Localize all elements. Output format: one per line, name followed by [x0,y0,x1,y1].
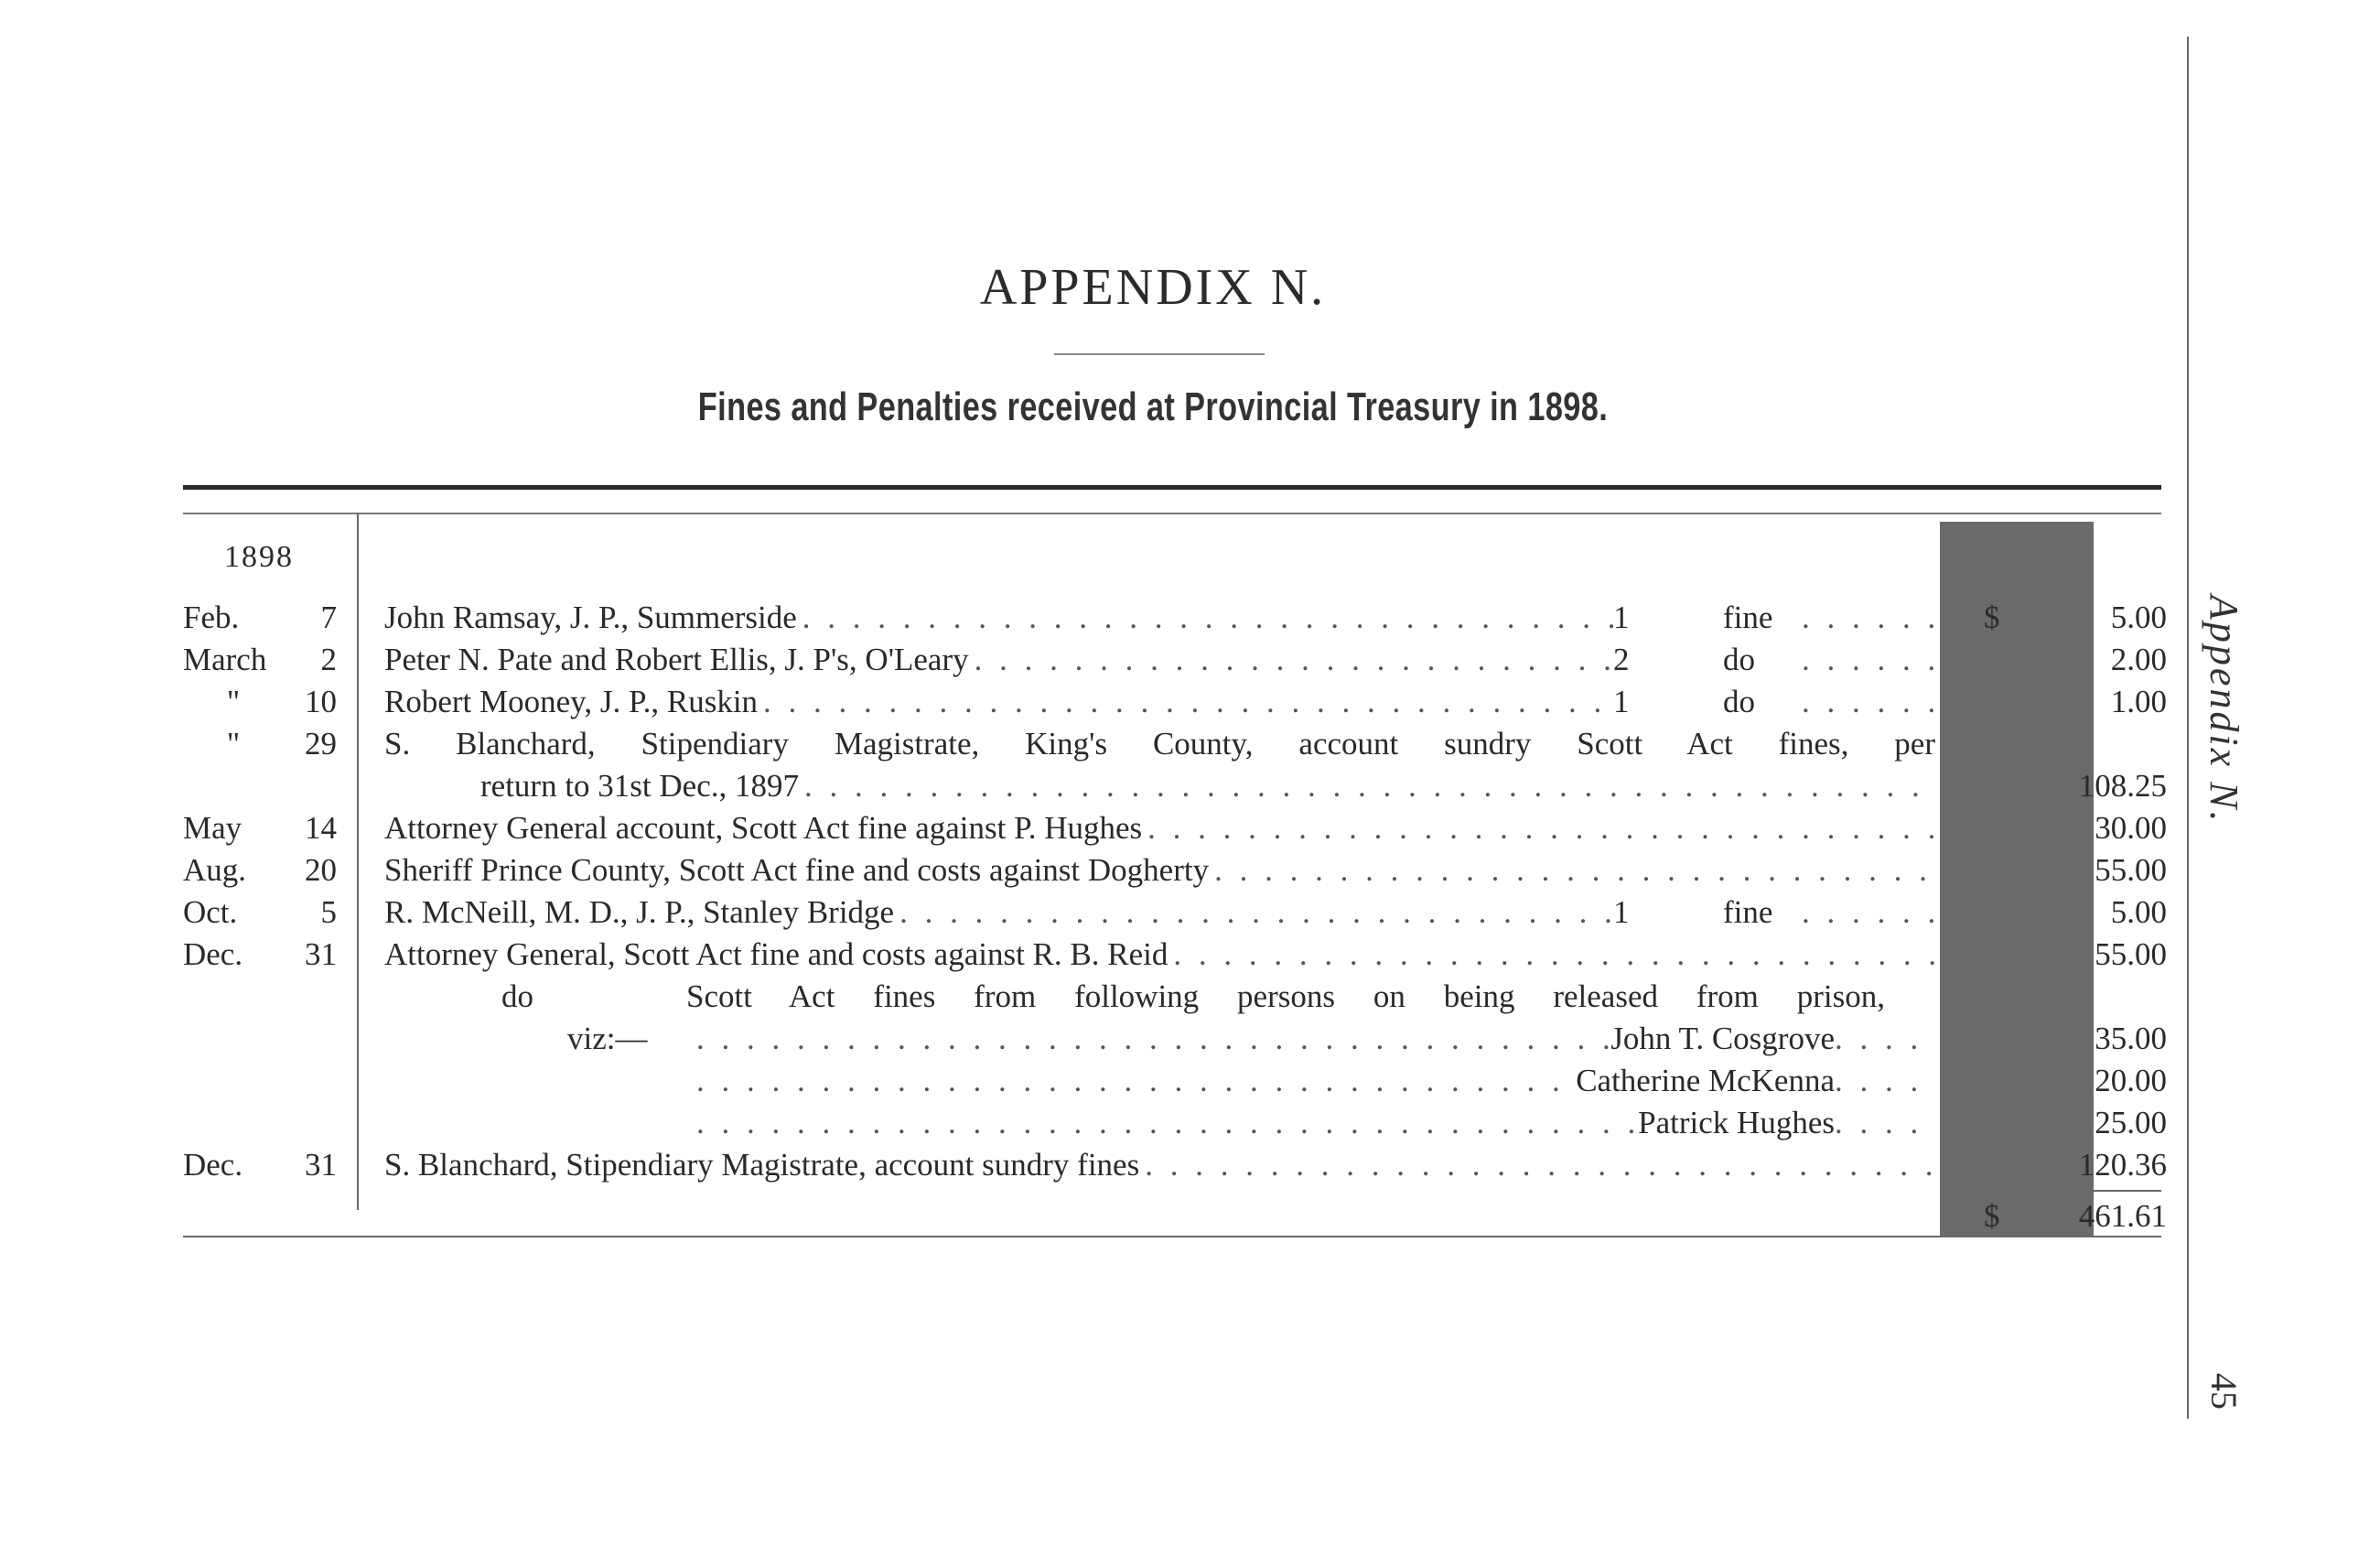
entry-description [384,723,1935,765]
table-row [0,891,2380,934]
table-row [0,807,2380,849]
side-running-head: Appendix N. [2202,595,2246,825]
leader-dots [1835,1102,1935,1144]
entry-text: Attorney General account, Scott Act fine against P. Hughes [384,810,1143,846]
leader-dots [1835,1018,1935,1060]
leader-dots [691,1060,1576,1102]
person-line [691,1018,1935,1060]
table-bottom-rule [183,1236,2161,1237]
entry-day: 7 [320,600,337,635]
entry-month: Feb. [183,600,240,635]
table-row-person [0,1102,2380,1144]
total-rule [1958,1190,2161,1192]
entry-amount: 2.00 [2110,642,2167,677]
table-top-thin-rule [183,513,2161,514]
leader-dots [1796,639,1935,681]
entry-amount: 1.00 [2110,684,2167,719]
entry-amount: 30.00 [2095,810,2167,846]
entry-day: 29 [305,726,337,762]
table-row [0,934,2380,976]
entry-text: Attorney General, Scott Act fine and costs against R. B. Reid [384,936,1168,972]
leader-dots [1168,934,1935,976]
entry-text: S. Blanchard, Stipendiary Magistrate, account sundry fines [384,1147,1140,1183]
entry-amount: 25.00 [2095,1105,2167,1140]
table-top-rule [183,485,2161,490]
person-name: John T. Cosgrove [1610,1021,1835,1056]
table-row [0,849,2380,891]
leader-dots [1835,1060,1935,1102]
entry-day: 31 [305,936,337,972]
entry-month: Aug. [183,852,247,888]
entry-description [384,807,1935,849]
table-row [0,723,2380,765]
entry-description [384,681,1935,723]
table-row-person [0,1060,2380,1102]
entry-amount: 120.36 [2078,1147,2167,1183]
viz-label: viz:— [567,1021,648,1056]
entry-description [384,639,1935,681]
person-name: Catherine McKenna [1576,1063,1835,1098]
entry-month: Oct. [183,894,238,930]
entry-day: 10 [305,684,337,719]
table-row [0,597,2380,639]
entry-description [384,1144,1935,1186]
title-underline [1054,353,1265,355]
table-row [0,1144,2380,1186]
entry-count: 1 [1613,600,1630,635]
appendix-title: APPENDIX N. [979,259,1327,316]
table-row-ditto [0,976,2380,1018]
leader-dots [1796,891,1935,934]
entry-amount: 5.00 [2110,894,2167,930]
leader-dots [691,1102,1638,1144]
entry-amount: 35.00 [2095,1021,2167,1056]
leader-dots [1142,807,1935,849]
entry-continuation-text: return to 31st Dec., 1897 [480,768,799,804]
entry-amount: 55.00 [2095,936,2167,972]
entry-day: 31 [305,1147,337,1183]
entry-description [384,891,1935,934]
entry-continuation [480,765,1935,807]
total-row [0,1195,2380,1237]
entry-month: March [183,642,267,677]
entry-amount: 5.00 [2110,600,2167,635]
entry-description [384,934,1935,976]
entry-count: 2 [1613,642,1630,677]
entry-amount: 20.00 [2095,1063,2167,1098]
entry-amount: 108.25 [2078,768,2167,804]
leader-dots [1209,849,1935,891]
entry-text: Sheriff Prince County, Scott Act fine and costs against Dogherty [384,852,1210,888]
table-row [0,681,2380,723]
year-heading: 1898 [224,540,294,574]
entry-day: 2 [320,642,337,677]
entry-text: S. Blanchard, Stipendiary Magistrate, King's County, account sundry Scott Act fines, per [384,726,1935,762]
person-line [691,1060,1935,1102]
entry-day: 20 [305,852,337,888]
entry-text: Robert Mooney, J. P., Ruskin [384,684,759,719]
leader-dots [969,639,1613,681]
dollar-sign: $ [1984,600,2000,635]
leader-dots [894,891,1613,934]
entry-description [384,849,1935,891]
leader-dots [758,681,1613,723]
leader-dots [691,1018,1610,1060]
entry-text: R. McNeill, M. D., J. P., Stanley Bridge [384,894,895,930]
entry-day: 5 [320,894,337,930]
entry-description [384,597,1935,639]
entry-month-ditto: " [226,726,241,762]
entry-amount: 55.00 [2095,852,2167,888]
leader-dots [1139,1144,1935,1186]
total-amount: 461.61 [2078,1198,2167,1234]
entry-text: Peter N. Pate and Robert Ellis, J. P's, O'Leary [384,642,969,677]
table-subtitle: Fines and Penalties received at Provincial Treasury in 1898. [697,384,1609,429]
entry-day: 14 [305,810,337,846]
entry-unit: fine [1723,600,1773,635]
entry-text: John Ramsay, J. P., Summerside [384,600,797,635]
entry-month: Dec. [183,936,243,972]
leader-dots [797,597,1613,639]
person-line [691,1102,1935,1144]
ditto-entry-text: Scott Act fines from following persons on being released from prison, [686,978,1885,1014]
leader-dots [1796,681,1935,723]
entry-unit: fine [1723,894,1773,930]
person-name: Patrick Hughes [1638,1105,1835,1140]
table-row-person [0,1018,2380,1060]
table-row-continuation [0,765,2380,807]
total-dollar-sign: $ [1984,1198,2000,1234]
entry-month: May [183,810,242,846]
ditto-word: do [501,978,533,1014]
table-row [0,639,2380,681]
entry-count: 1 [1613,894,1630,930]
entry-month: Dec. [183,1147,243,1183]
entry-count: 1 [1613,684,1630,719]
leader-dots [1796,597,1935,639]
entry-unit: do [1723,684,1755,719]
entry-unit: do [1723,642,1755,677]
page-number: 45 [2203,1373,2245,1410]
entry-month-ditto: " [226,684,241,719]
leader-dots [799,765,1935,807]
